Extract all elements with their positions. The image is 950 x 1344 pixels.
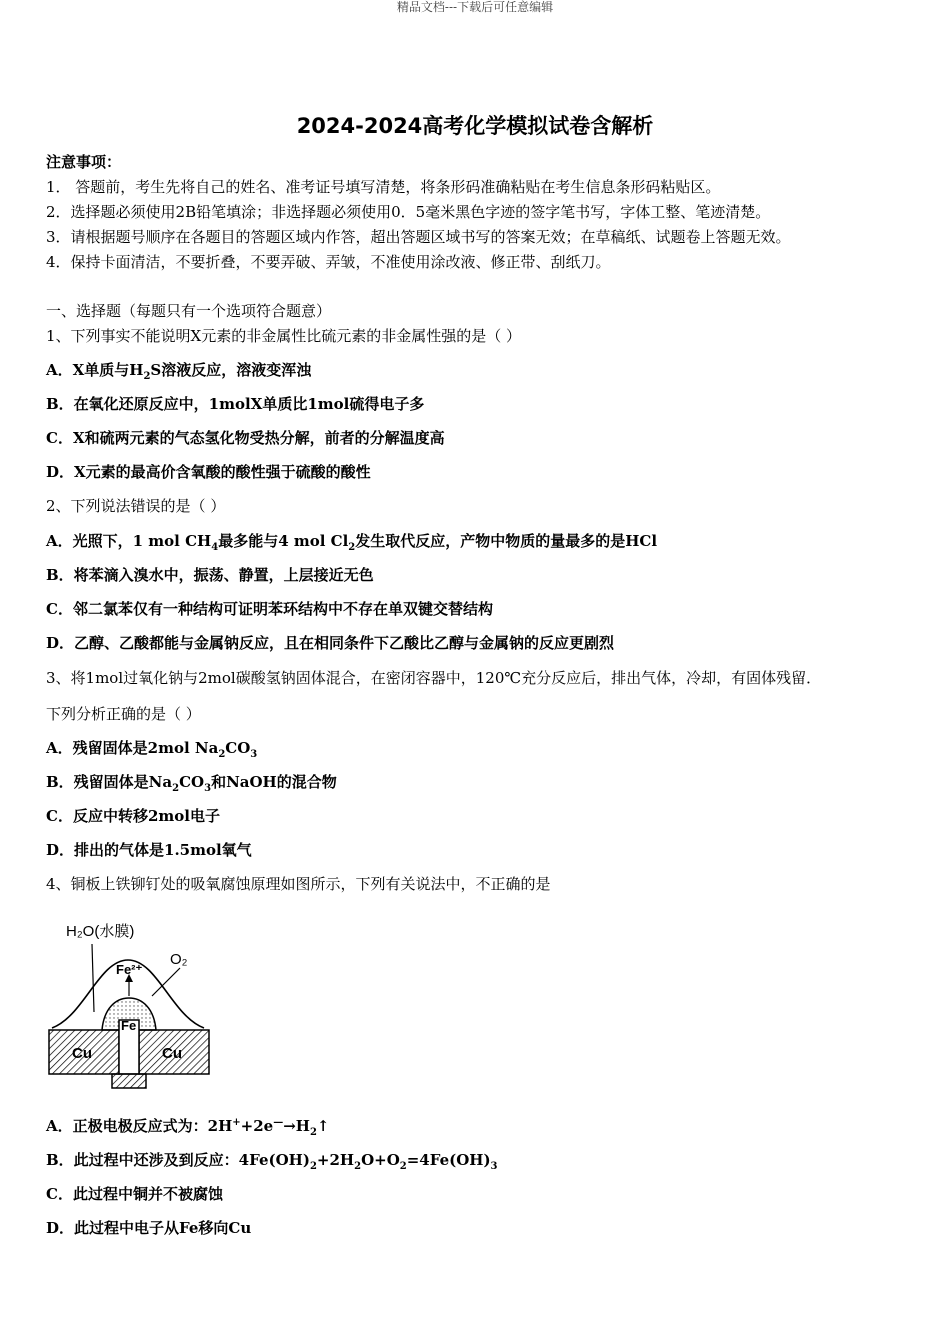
cu-right-label: Cu (162, 1045, 182, 1062)
question-2-option-c: C．邻二氯苯仅有一种结构可证明苯环结构中不存在单双键交替结构 (46, 600, 493, 618)
question-1-option-a: A．X单质与$H_2S$溶液反应，溶液变浑浊 (46, 361, 312, 382)
fe-label: Fe (121, 1018, 137, 1033)
notice-heading: 注意事项： (46, 153, 122, 171)
section-title: 一、选择题（每题只有一个选项符合题意） (46, 302, 332, 320)
question-3-option-c: C．反应中转移2mol电子 (46, 807, 220, 825)
question-2-option-b: B．将苯滴入溴水中，振荡、静置，上层接近无色 (46, 566, 374, 584)
cu-left-label: Cu (72, 1045, 92, 1062)
notice-item-2: 2．选择题必须使用2B铅笔填涂；非选择题必须使用0．5毫米黑色字迹的签字笔书写，字体工整、笔迹清楚。 (46, 203, 771, 221)
question-4-option-b: B．此过程中还涉及到反应：$4Fe(OH)_2+2H_2O+O_2=4Fe(OH)_3$ (46, 1151, 498, 1172)
question-4-stem: 4、铜板上铁铆钉处的吸氧腐蚀原理如图所示，下列有关说法中，不正确的是 (46, 875, 551, 893)
question-1-stem: 1、下列事实不能说明X元素的非金属性比硫元素的非金属性强的是（ ） (46, 327, 521, 345)
fe-ion-label: Fe²⁺ (116, 962, 143, 977)
water-film-label: H₂O(水膜) (66, 923, 135, 940)
question-1-option-b: B．在氧化还原反应中，1molX单质比1mol硫得电子多 (46, 395, 425, 413)
question-3-option-d: D．排出的气体是1.5mol氧气 (46, 841, 252, 859)
question-4-option-a: A．正极电极反应式为：$2H^++2e^—\to H_2↑$ (46, 1117, 330, 1138)
question-3-stem-line-1: 3、将1mol过氧化钠与2mol碳酸氢钠固体混合，在密闭容器中，120℃充分反应后，排出气体，冷却，有固体残留． (46, 669, 822, 687)
question-3-option-b: B．残留固体是$Na_2CO_3$和NaOH的混合物 (46, 773, 337, 794)
question-3-option-a: A．残留固体是2mol $Na_2CO_3$ (46, 739, 258, 760)
corrosion-diagram (44, 912, 214, 1094)
header-note: 精品文档---下载后可任意编辑 (396, 0, 554, 14)
question-1-option-d: D．X元素的最高价含氧酸的酸性强于硫酸的酸性 (46, 463, 371, 481)
page-title: 2024-2024高考化学模拟试卷含解析 (296, 114, 654, 138)
question-2-option-a: A．光照下，1 mol $CH_4$最多能与4 mol $Cl_2$发生取代反应，产物中物质的量最多的是HCl (46, 532, 658, 553)
question-4-option-d: D．此过程中电子从Fe移向Cu (46, 1219, 252, 1237)
o2-label: O₂ (170, 951, 188, 968)
notice-item-1: 1． 答题前，考生先将自己的姓名、准考证号填写清楚，将条形码准确粘贴在考生信息条形码粘贴区。 (46, 178, 721, 196)
fe-rivet-head (112, 1074, 146, 1088)
question-2-stem: 2、下列说法错误的是（ ） (46, 497, 226, 515)
question-3-stem-line-2: 下列分析正确的是（ ） (46, 705, 201, 723)
notice-item-3: 3．请根据题号顺序在各题目的答题区域内作答，超出答题区域书写的答案无效；在草稿纸、试题卷上答题无效。 (46, 228, 791, 246)
question-4-option-c: C．此过程中铜并不被腐蚀 (46, 1185, 223, 1203)
question-2-option-d: D．乙醇、乙酸都能与金属钠反应，且在相同条件下乙酸比乙醇与金属钠的反应更剧烈 (46, 634, 615, 652)
question-1-option-c: C．X和硫两元素的气态氢化物受热分解，前者的分解温度高 (46, 429, 445, 447)
notice-item-4: 4．保持卡面清洁，不要折叠，不要弄破、弄皱，不准使用涂改液、修正带、刮纸刀。 (46, 253, 611, 271)
